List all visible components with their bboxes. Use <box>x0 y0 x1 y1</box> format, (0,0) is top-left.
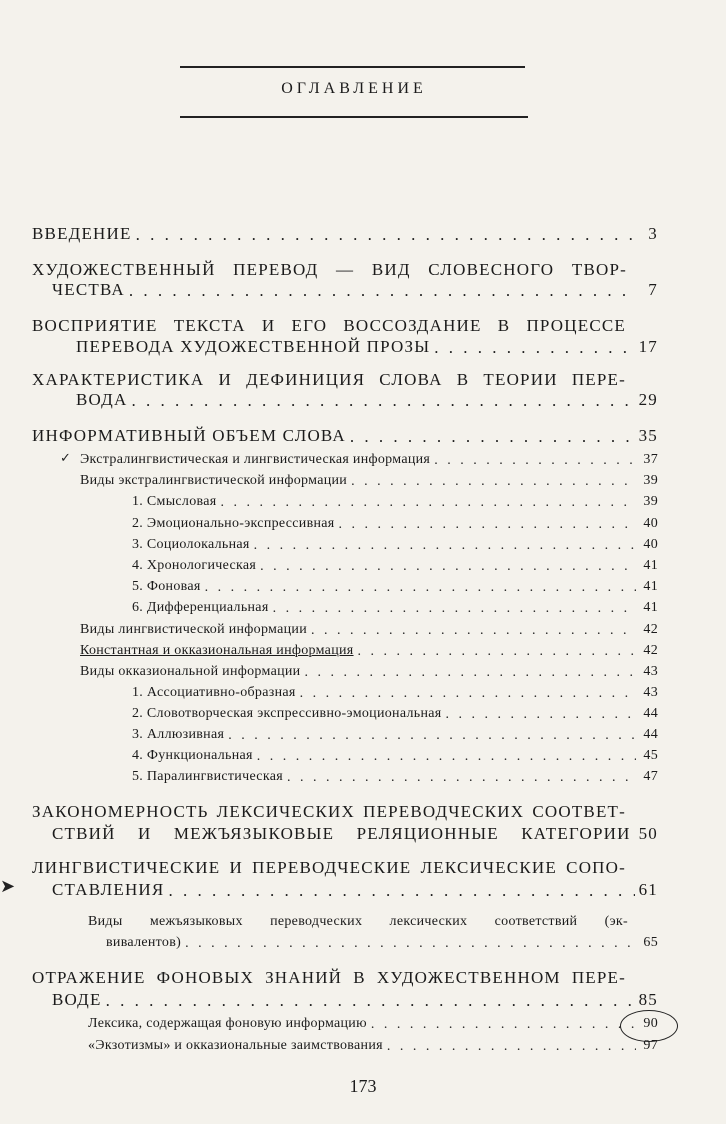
toc-entry-title: Виды лингвистической информации <box>80 622 307 637</box>
toc-entry-title: 1. Смысловая <box>132 494 217 509</box>
dot-leader <box>185 936 636 950</box>
toc-entry-title: 4. Функциональная <box>132 748 253 763</box>
handwritten-mark: ✓ <box>60 450 71 465</box>
toc-entry <box>106 935 658 951</box>
dot-leader <box>311 623 636 637</box>
toc-entry-title-line1: ХАРАКТЕРИСТИКА И ДЕФИНИЦИЯ СЛОВА В ТЕОРИИ ПЕРЕ- <box>32 370 626 389</box>
toc-entry-title: 6. Дифференциальная <box>132 600 269 615</box>
toc-entry-page: 41 <box>643 558 658 573</box>
toc-entry-page: 41 <box>643 600 658 615</box>
toc-entry <box>76 337 658 357</box>
toc-entry-title-line2: СТВИЙ И МЕЖЪЯЗЫКОВЫЕ РЕЛЯЦИОННЫЕ КАТЕГОРИИ <box>52 824 631 843</box>
toc-entry-page: 17 <box>638 337 658 356</box>
toc-entry <box>32 426 658 446</box>
toc-entry <box>132 516 658 532</box>
toc-entry-page: 35 <box>638 426 658 445</box>
toc-entry-page: 45 <box>643 748 658 763</box>
toc-entry-title-line1: ЛИНГВИСТИЧЕСКИЕ И ПЕРЕВОДЧЕСКИЕ ЛЕКСИЧЕСКИЕ СОПО- <box>32 858 626 877</box>
toc-entry-page: 39 <box>643 494 658 509</box>
toc-entry-page: 47 <box>643 769 658 784</box>
toc-entry-page: 42 <box>643 643 658 658</box>
toc-entry-title: Виды окказиональной информации <box>80 664 301 679</box>
toc-entry-page: 7 <box>648 280 658 299</box>
dot-leader <box>350 427 635 444</box>
toc-entry <box>132 494 658 510</box>
page-title: ОГЛАВЛЕНИЕ <box>281 80 427 97</box>
dot-leader <box>205 580 636 594</box>
dot-leader <box>106 991 635 1008</box>
toc-entry-title-line2: СТАВЛЕНИЯ <box>52 880 165 899</box>
toc-entry <box>80 473 658 489</box>
toc-entry-page: 97 <box>643 1038 658 1053</box>
toc-entry-title: 4. Хронологическая <box>132 558 257 573</box>
toc-entry <box>132 558 658 574</box>
toc-entry-title-line2: ВОДА <box>76 390 128 409</box>
toc-entry-page: 65 <box>643 935 658 950</box>
dot-leader <box>358 644 636 658</box>
toc-entry-page: 40 <box>643 516 658 531</box>
toc-entry <box>88 1016 658 1032</box>
dot-leader <box>371 1017 636 1031</box>
toc-entry <box>52 824 658 844</box>
toc-entry-title-line1: ЗАКОНОМЕРНОСТЬ ЛЕКСИЧЕСКИХ ПЕРЕВОДЧЕСКИХ СООТВЕТ- <box>32 802 626 821</box>
toc-entry <box>132 685 658 701</box>
toc-entry-title: 3. Социолокальная <box>132 537 250 552</box>
toc-entry-page: 61 <box>638 880 658 899</box>
toc-entry-title-line1: ОТРАЖЕНИЕ ФОНОВЫХ ЗНАНИЙ В ХУДОЖЕСТВЕННОМ ПЕРЕ- <box>32 968 626 987</box>
dot-leader <box>387 1039 636 1053</box>
top-rule <box>180 66 525 68</box>
toc-entry-page: 43 <box>643 685 658 700</box>
toc-entry <box>80 452 658 468</box>
dot-leader <box>434 338 634 355</box>
dot-leader <box>260 559 636 573</box>
toc-entry-title: Константная и окказиональная информация <box>80 643 354 658</box>
bottom-rule <box>180 116 528 118</box>
toc-entry <box>80 643 658 659</box>
toc-entry-title: ВВЕДЕНИЕ <box>32 224 132 243</box>
toc-entry-page: 29 <box>638 390 658 409</box>
toc-entry <box>52 990 658 1010</box>
toc-entry-title: «Экзотизмы» и окказиональные заимствования <box>88 1038 383 1053</box>
toc-entry <box>132 537 658 553</box>
dot-leader <box>131 391 634 408</box>
dot-leader <box>136 225 636 242</box>
toc-entry-title: Виды экстралингвистической информации <box>80 473 348 488</box>
toc-entry-title: 1. Ассоциативно-образная <box>132 685 296 700</box>
toc-entry <box>88 1038 658 1054</box>
toc-entry-title: 3. Аллюзивная <box>132 727 225 742</box>
toc-entry <box>132 748 658 764</box>
toc-entry <box>132 727 658 743</box>
toc-entry <box>132 600 658 616</box>
dot-leader <box>287 770 636 784</box>
toc-entry-title: 5. Фоновая <box>132 579 201 594</box>
dot-leader <box>351 474 636 488</box>
toc-entry-title: 5. Паралингвистическая <box>132 769 283 784</box>
toc-entry-title: Экстралингвистическая и лингвистическая информация <box>80 452 431 467</box>
dot-leader <box>300 686 636 700</box>
toc-entry <box>52 880 658 900</box>
toc-entry <box>132 769 658 785</box>
dot-leader <box>304 665 636 679</box>
toc-entry-title-line1: ВОСПРИЯТИЕ ТЕКСТА И ЕГО ВОССОЗДАНИЕ В ПРОЦЕССЕ <box>32 316 626 335</box>
toc-entry-title-line1: Виды межъязыковых переводческих лексических соответствий (эк- <box>88 914 628 929</box>
toc-entry <box>76 390 658 410</box>
toc-entry-page: 44 <box>643 727 658 742</box>
toc-entry-page: 42 <box>643 622 658 637</box>
dot-leader <box>434 453 636 467</box>
dot-leader <box>168 881 634 898</box>
toc-entry <box>80 664 658 680</box>
handwritten-circle <box>620 1010 678 1042</box>
toc-entry <box>80 622 658 638</box>
toc-entry-title: Лексика, содержащая фоновую информацию <box>88 1016 367 1031</box>
toc-entry <box>52 280 658 300</box>
toc-entry-title-line2: ПЕРЕВОДА ХУДОЖЕСТВЕННОЙ ПРОЗЫ <box>76 337 431 356</box>
dot-leader <box>228 728 636 742</box>
toc-entry-page: 37 <box>643 452 658 467</box>
toc-entry-page: 90 <box>643 1016 658 1031</box>
page-number: 173 <box>349 1076 377 1096</box>
toc-entry-title-line1: ХУДОЖЕСТВЕННЫЙ ПЕРЕВОД — ВИД СЛОВЕСНОГО ТВОР- <box>32 260 627 279</box>
toc-entry-page: 40 <box>643 537 658 552</box>
toc-entry-page: 3 <box>648 224 658 243</box>
toc-entry-title-line2: ЧЕСТВА <box>52 280 125 299</box>
toc-entry <box>32 224 658 244</box>
toc-entry-title: 2. Эмоционально-экспрессивная <box>132 516 335 531</box>
toc-entry-page: 50 <box>638 824 658 843</box>
margin-arrow-icon: ➤ <box>0 876 16 896</box>
toc-entry-page: 43 <box>643 664 658 679</box>
toc-entry-page: 39 <box>643 473 658 488</box>
dot-leader <box>129 281 636 298</box>
toc-entry-page: 44 <box>643 706 658 721</box>
toc-entry <box>132 579 658 595</box>
toc-entry-title: 2. Словотворческая экспрессивно-эмоциональная <box>132 706 442 721</box>
dot-leader <box>339 517 636 531</box>
dot-leader <box>254 538 636 552</box>
dot-leader <box>220 495 636 509</box>
toc-entry-title: ИНФОРМАТИВНЫЙ ОБЪЕМ СЛОВА <box>32 426 346 445</box>
toc-entry-page: 41 <box>643 579 658 594</box>
toc-entry-title-line2: вивалентов) <box>106 935 182 950</box>
toc-entry-page: 85 <box>638 990 658 1009</box>
dot-leader <box>446 707 637 721</box>
dot-leader <box>273 601 636 615</box>
dot-leader <box>257 749 636 763</box>
toc-entry-title-line2: ВОДЕ <box>52 990 102 1009</box>
toc-entry <box>132 706 658 722</box>
